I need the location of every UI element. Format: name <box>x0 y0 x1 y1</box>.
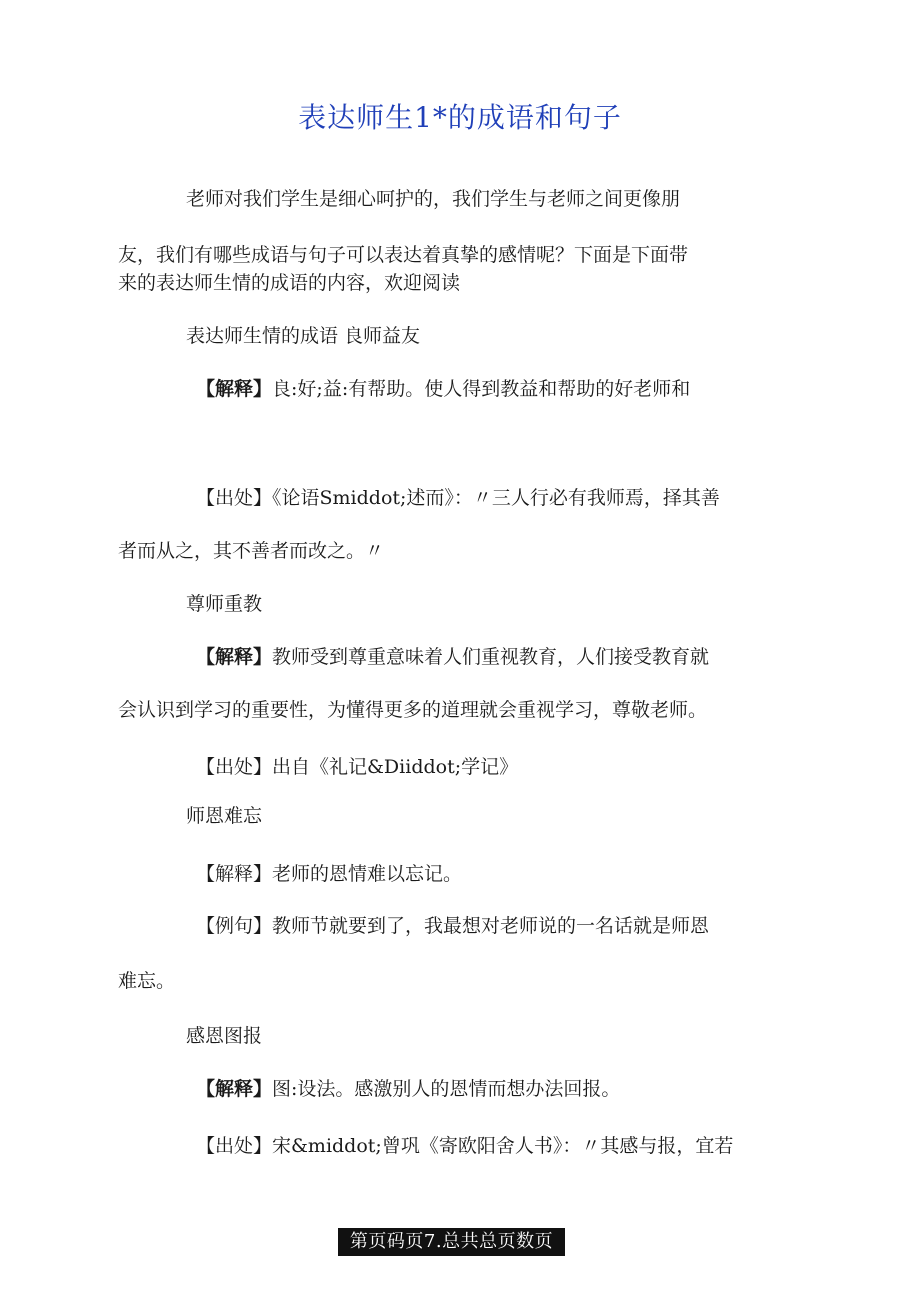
idiom3-explain <box>196 861 462 887</box>
source-label: 【出处】 <box>196 756 273 778</box>
source-label: 【出处】 <box>196 1135 273 1157</box>
intro-line-1: 老师对我们学生是细心呵护的，我们学生与老师之间更像朋 <box>186 188 681 210</box>
idiom4-source <box>196 1133 733 1159</box>
source-text: 宋&middot;曾巩《寄欧阳舍人书》：〃其感与报，宜若 <box>272 1135 734 1157</box>
document-title: 表达师生1*的成语和句子 <box>298 101 622 134</box>
source-text: 《论语Smiddot;述而》：〃三人行必有我师焉，择其善 <box>272 487 720 509</box>
source-text: 出自《礼记&Diiddot;学记》 <box>272 756 519 778</box>
explain-text: 教师受到尊重意味着人们重视教育，人们接受教育就 <box>272 646 710 668</box>
explain-label: 【解释】 <box>196 863 273 885</box>
explain-text: 良:好;益:有帮助。使人得到教益和帮助的好老师和 <box>272 378 691 400</box>
idiom1-source <box>196 485 720 511</box>
idiom2-source <box>196 754 518 780</box>
page-footer: 第页码页7.总共总页数页 <box>338 1228 565 1256</box>
idiom4-name: 感恩图报 <box>186 1025 263 1047</box>
idiom3-name: 师恩难忘 <box>186 805 263 827</box>
idiom2-name: 尊师重教 <box>186 593 263 615</box>
idiom2-explain-cont: 会认识到学习的重要性，为懂得更多的道理就会重视学习，尊敬老师。 <box>118 699 708 721</box>
explain-label: 【解释】 <box>196 378 273 400</box>
explain-label: 【解释】 <box>196 1078 273 1100</box>
example-label: 【例句】 <box>196 915 273 937</box>
idiom4-explain <box>196 1076 620 1102</box>
idiom1-source-cont: 者而从之，其不善者而改之。〃 <box>118 540 385 562</box>
section-heading: 表达师生情的成语 良师益友 <box>186 325 421 347</box>
intro-line-3: 来的表达师生情的成语的内容，欢迎阅读 <box>118 272 461 294</box>
idiom2-explain <box>196 644 709 670</box>
explain-label: 【解释】 <box>196 646 273 668</box>
explain-text: 老师的恩情难以忘记。 <box>272 863 463 885</box>
idiom1-explain <box>196 376 690 402</box>
explain-text: 图:设法。感激别人的恩情而想办法回报。 <box>272 1078 621 1100</box>
intro-line-2: 友，我们有哪些成语与句子可以表达着真挚的感情呢？下面是下面带 <box>118 244 689 266</box>
idiom3-example <box>196 913 709 939</box>
example-text: 教师节就要到了，我最想对老师说的一名话就是师恩 <box>272 915 710 937</box>
source-label: 【出处】 <box>196 487 273 509</box>
idiom3-example-cont: 难忘。 <box>118 970 176 992</box>
